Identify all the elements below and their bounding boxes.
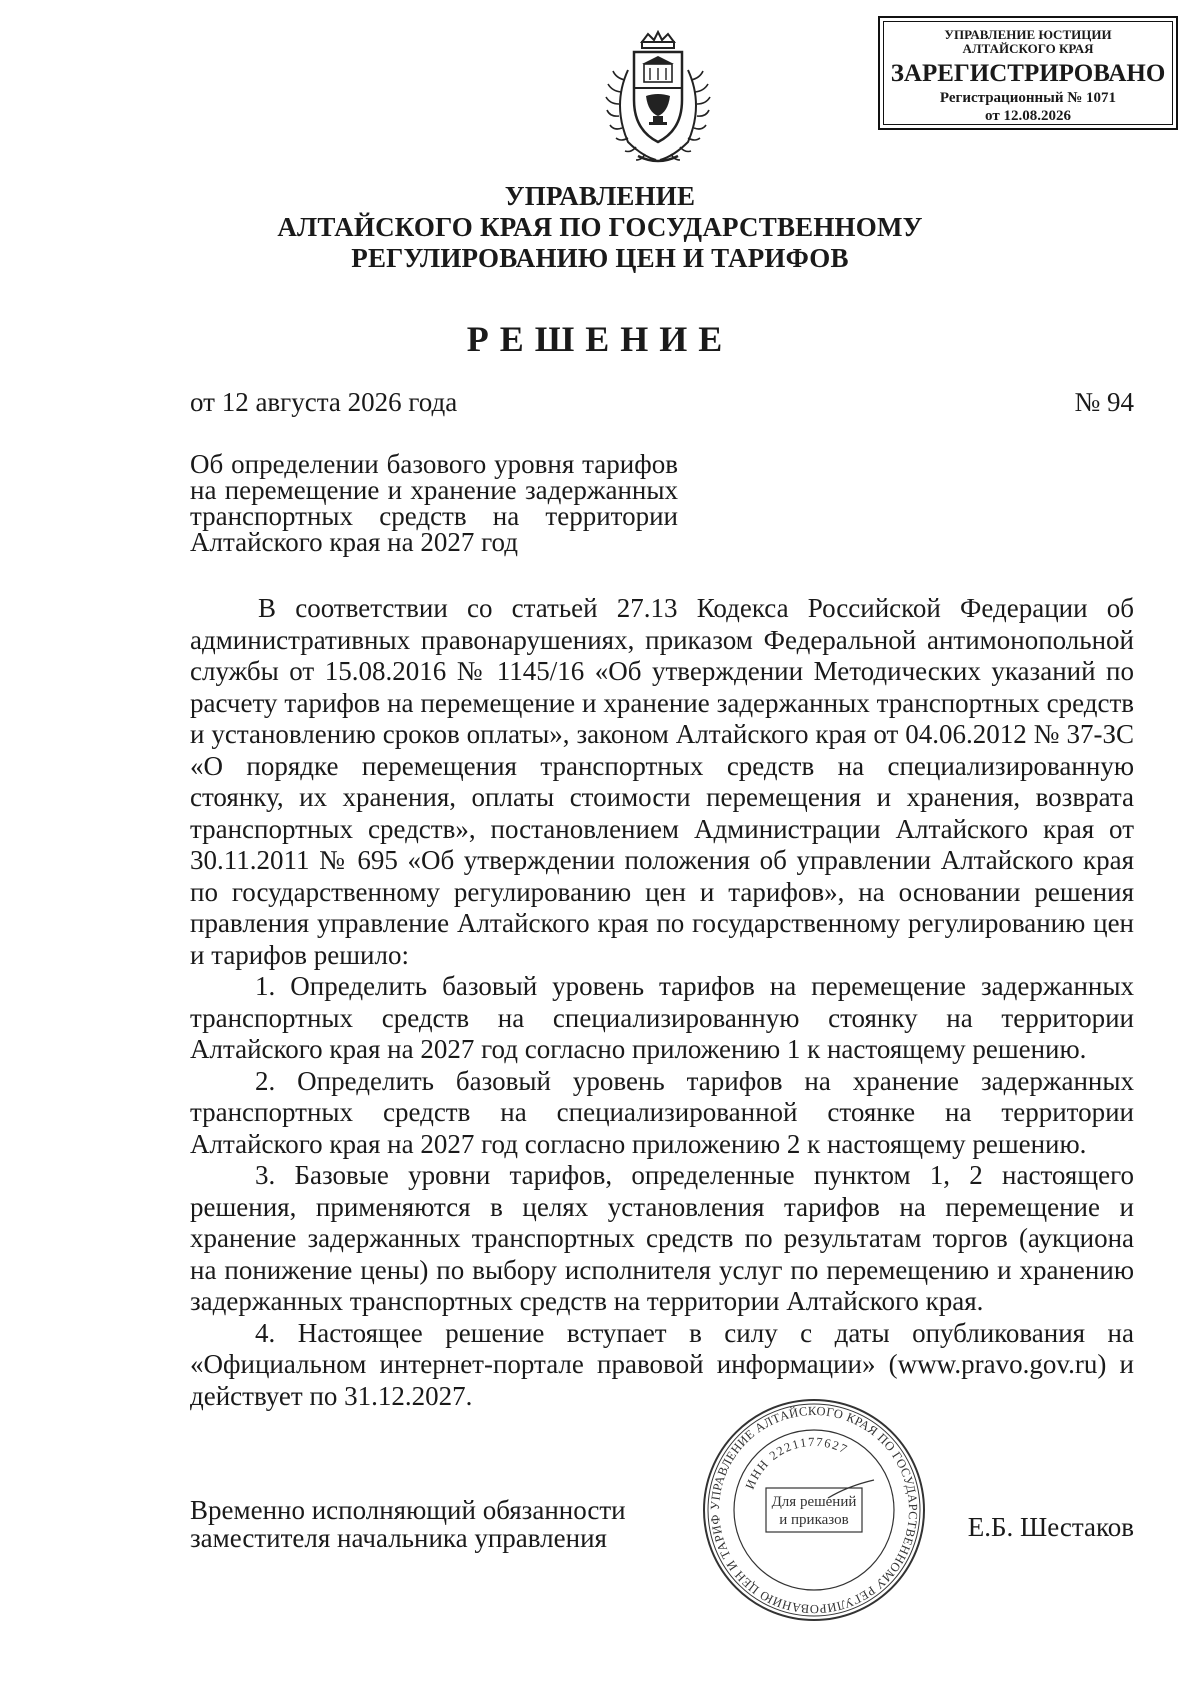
altai-krai-coat-of-arms-icon [598,30,718,170]
document-type-heading: РЕШЕНИЕ [466,319,734,359]
registration-org-line1: УПРАВЛЕНИЕ ЮСТИЦИИ [944,27,1112,42]
document-subject [190,451,678,555]
registration-status: ЗАРЕГИСТРИРОВАНО [890,60,1166,87]
seal-outer-text: УПРАВЛЕНИЕ АЛТАЙСКОГО КРАЯ ПО ГОСУДАРСТВЕННОМУ РЕГУЛИРОВАНИЮ ЦЕН И ТАРИФ [707,1403,921,1617]
decision-item-2: 2. Определить базовый уровень тарифов на хранение задержанных транспортных средств на специализированной стоянке на территории Алтайского края на 2027 год согласно приложению 2 к настоящему решению. [190,1065,1134,1159]
registration-org [884,28,1172,56]
subject-line1: Об определении базового уровня тарифов [190,449,678,479]
preamble-paragraph: В соответствии со статьей 27.13 Кодекса Российской Федерации об административных правонарушениях, приказом Федеральной антимонопольной службы от 15.08.2016 № 1145/16 «Об утверждении Методических указаний по расчету тарифов на перемещение и хранение задержанных транспортных средств и установлению сроков оплаты», законом Алтайского края от 04.06.2012 № 37-ЗС «О порядке перемещения транспортных средств на специализированную стоянку, их хранения, оплаты стоимости перемещения и хранения, возврата транспортных средств», постановлением Администрации Алтайского края от 30.11.2011 № 695 «Об утверждении положения об управлении Алтайского края по государственному регулированию цен и тарифов», на основании решения правления управление Алтайского края по государственному регулированию цен и тарифов решило: [190,593,1134,970]
document-date: от 12 августа 2026 года [190,387,458,417]
decision-item-4: 4. Настоящее решение вступает в силу с даты опубликования на «Официальном интернет-портале правовой информации» (www.pravo.gov.ru) и действует по 31.12.2027. [190,1317,1134,1411]
issuing-authority-line1: УПРАВЛЕНИЕ [504,181,696,211]
registration-date: от 12.08.2026 [985,108,1071,124]
subject-line2: на перемещение и хранение задержанных [190,475,678,505]
seal-center-line2: и приказов [779,1512,849,1528]
subject-line3: транспортных средств на территории [190,501,678,531]
registration-number: Регистрационный № 1071 [939,90,1117,106]
official-seal [698,1394,930,1626]
signatory-position-line2: заместителя начальника управления [190,1523,607,1553]
subject-line4: Алтайского края на 2027 год [190,527,518,557]
registration-stamp [878,16,1178,130]
decision-item-1: 1. Определить базовый уровень тарифов на перемещение задержанных транспортных средств на специализированную стоянку на территории Алтайского края на 2027 год согласно приложению 1 к настоящему решению. [190,971,1134,1064]
issuing-authority-title [0,181,1200,274]
registration-org-line2: АЛТАЙСКОГО КРАЯ [962,41,1094,56]
issuing-authority-line3: РЕГУЛИРОВАНИЮ ЦЕН И ТАРИФОВ [351,243,849,273]
seal-center-line1: Для решений [771,1494,857,1510]
document-number: № 94 [1074,387,1134,417]
signatory-position-line1: Временно исполняющий обязанности [190,1495,626,1525]
seal-inn-text: ИНН 2221177627 [742,1434,851,1492]
document-body [190,593,1134,1412]
issuing-authority-line2: АЛТАЙСКОГО КРАЯ ПО ГОСУДАРСТВЕННОМУ [277,212,923,242]
decision-item-3: 3. Базовые уровни тарифов, определенные пунктом 1, 2 настоящего решения, применяются в целях установления тарифов на перемещение и хранение задержанных транспортных средств по результатам торгов (аукциона на понижение цены) по выбору исполнителя услуг по перемещению и хранению задержанных транспортных средств на территории Алтайского края. [190,1160,1134,1316]
signatory-position [190,1496,626,1552]
signatory-name: Е.Б. Шестаков [967,1512,1134,1542]
